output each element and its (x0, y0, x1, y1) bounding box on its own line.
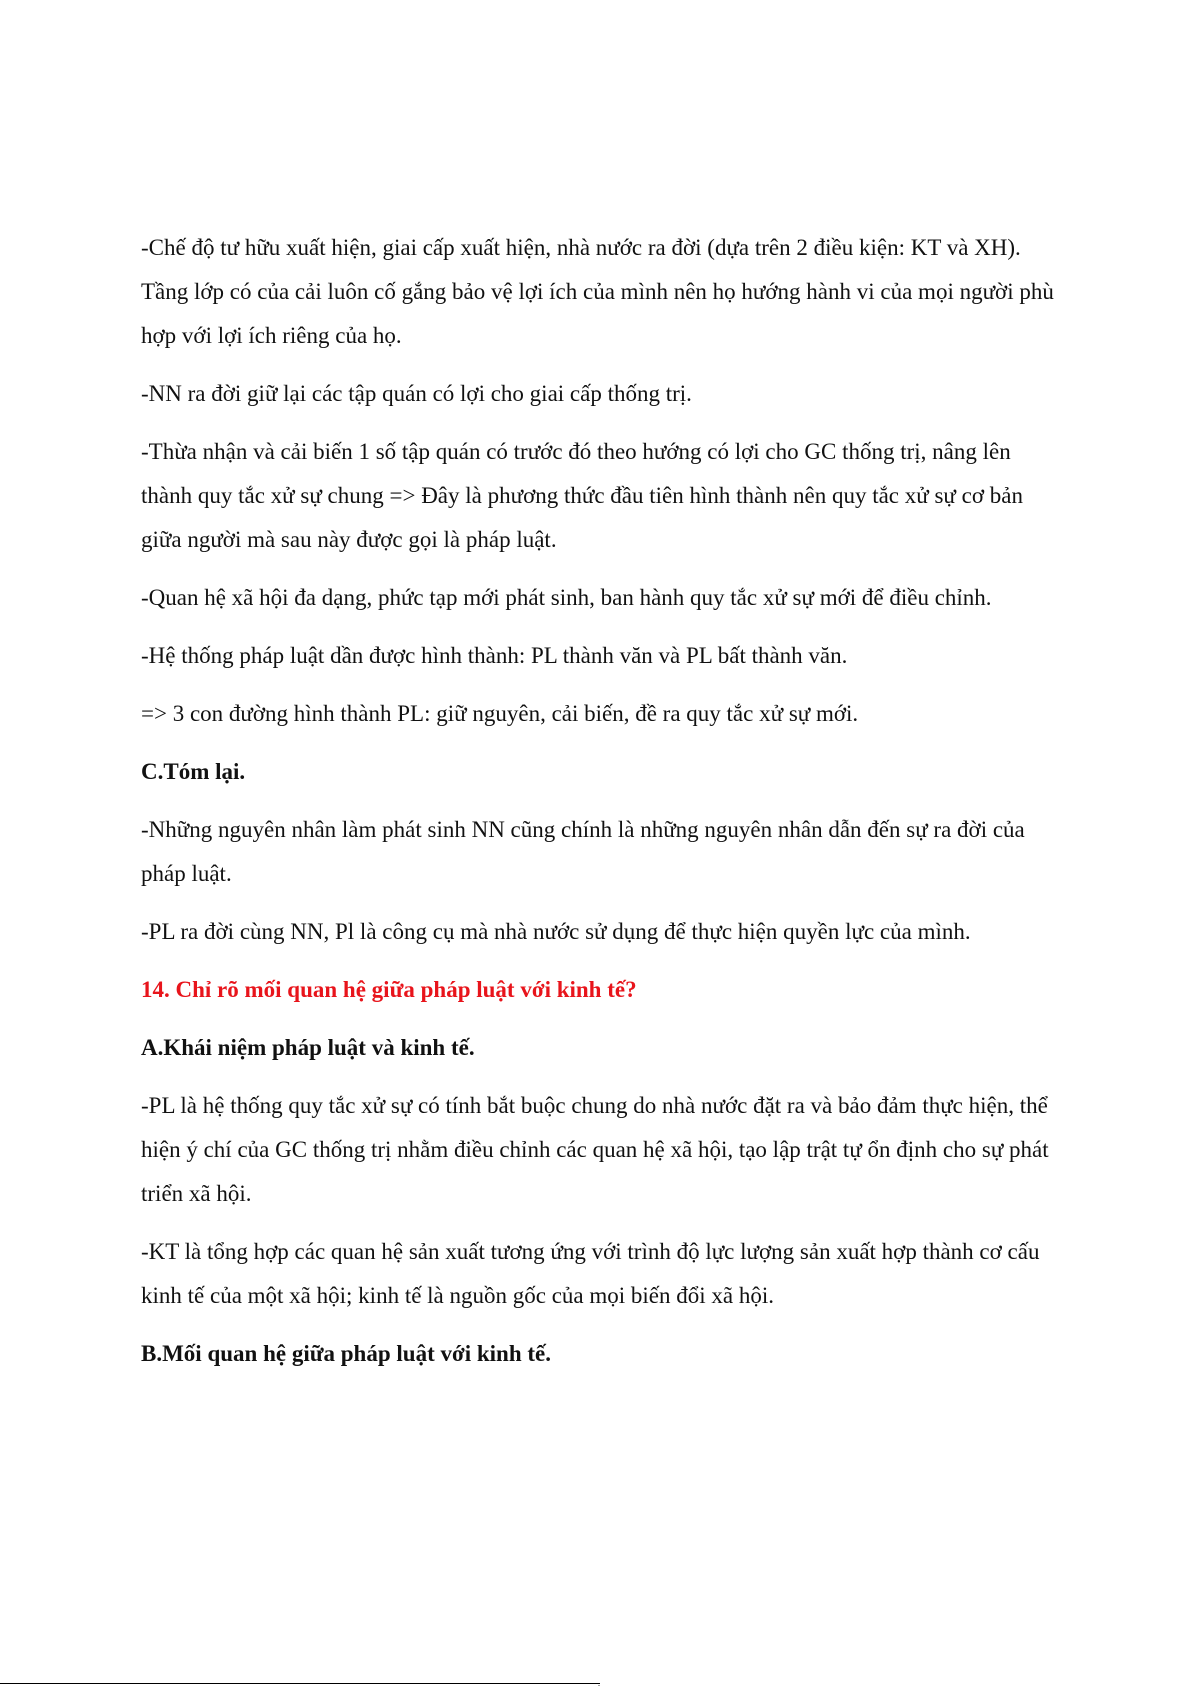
paragraph-law-definition: -PL là hệ thống quy tắc xử sự có tính bắt buộc chung do nhà nước đặt ra và bảo đảm thực hiện, thể hiện ý chí của GC thống trị nhằm điều chỉnh các quan hệ xã hội, tạo lập trật tự ổn định cho sự phát triển xã hội. (141, 1093, 1049, 1206)
document-body (141, 226, 1061, 1390)
paragraph-law-tool: -PL ra đời cùng NN, Pl là công cụ mà nhà nước sử dụng để thực hiện quyền lực của mình. (141, 919, 971, 944)
paragraph-economy-definition: -KT là tổng hợp các quan hệ sản xuất tương ứng với trình độ lực lượng sản xuất hợp thành cơ cấu kinh tế của một xã hội; kinh tế là nguồn gốc của mọi biến đổi xã hội. (141, 1239, 1040, 1308)
section-heading-concepts: A.Khái niệm pháp luật và kinh tế. (141, 1035, 475, 1060)
paragraph-state-customs: -NN ra đời giữ lại các tập quán có lợi cho giai cấp thống trị. (141, 381, 692, 406)
paragraph-three-ways: => 3 con đường hình thành PL: giữ nguyên, cải biến, đề ra quy tắc xử sự mới. (141, 701, 859, 726)
paragraph-recognize-customs: -Thừa nhận và cải biến 1 số tập quán có trước đó theo hướng có lợi cho GC thống trị, nâng lên thành quy tắc xử sự chung => Đây là phương thức đầu tiên hình thành nên quy tắc xử sự cơ bản giữa người mà sau này được gọi là pháp luật. (141, 439, 1023, 552)
footer-mark: . (598, 1679, 600, 1688)
paragraph-legal-system: -Hệ thống pháp luật dần được hình thành: PL thành văn và PL bất thành văn. (141, 643, 848, 668)
paragraph-causes: -Những nguyên nhân làm phát sinh NN cũng chính là những nguyên nhân dẫn đến sự ra đời của pháp luật. (141, 817, 1025, 886)
section-heading-summary: C.Tóm lại. (141, 759, 246, 784)
paragraph-private-ownership: -Chế độ tư hữu xuất hiện, giai cấp xuất hiện, nhà nước ra đời (dựa trên 2 điều kiện: KT và XH). Tầng lớp có của cải luôn cố gắng bảo vệ lợi ích của mình nên họ hướng hành vi của mọi người phù hợp với lợi ích riêng của họ. (141, 235, 1054, 348)
paragraph-new-social-relations: -Quan hệ xã hội đa dạng, phức tạp mới phát sinh, ban hành quy tắc xử sự mới để điều chỉnh. (141, 585, 992, 610)
question-heading-14: 14. Chỉ rõ mối quan hệ giữa pháp luật với kinh tế? (141, 977, 637, 1002)
section-heading-relationship: B.Mối quan hệ giữa pháp luật với kinh tế. (141, 1341, 551, 1366)
footer-divider (0, 1683, 600, 1684)
